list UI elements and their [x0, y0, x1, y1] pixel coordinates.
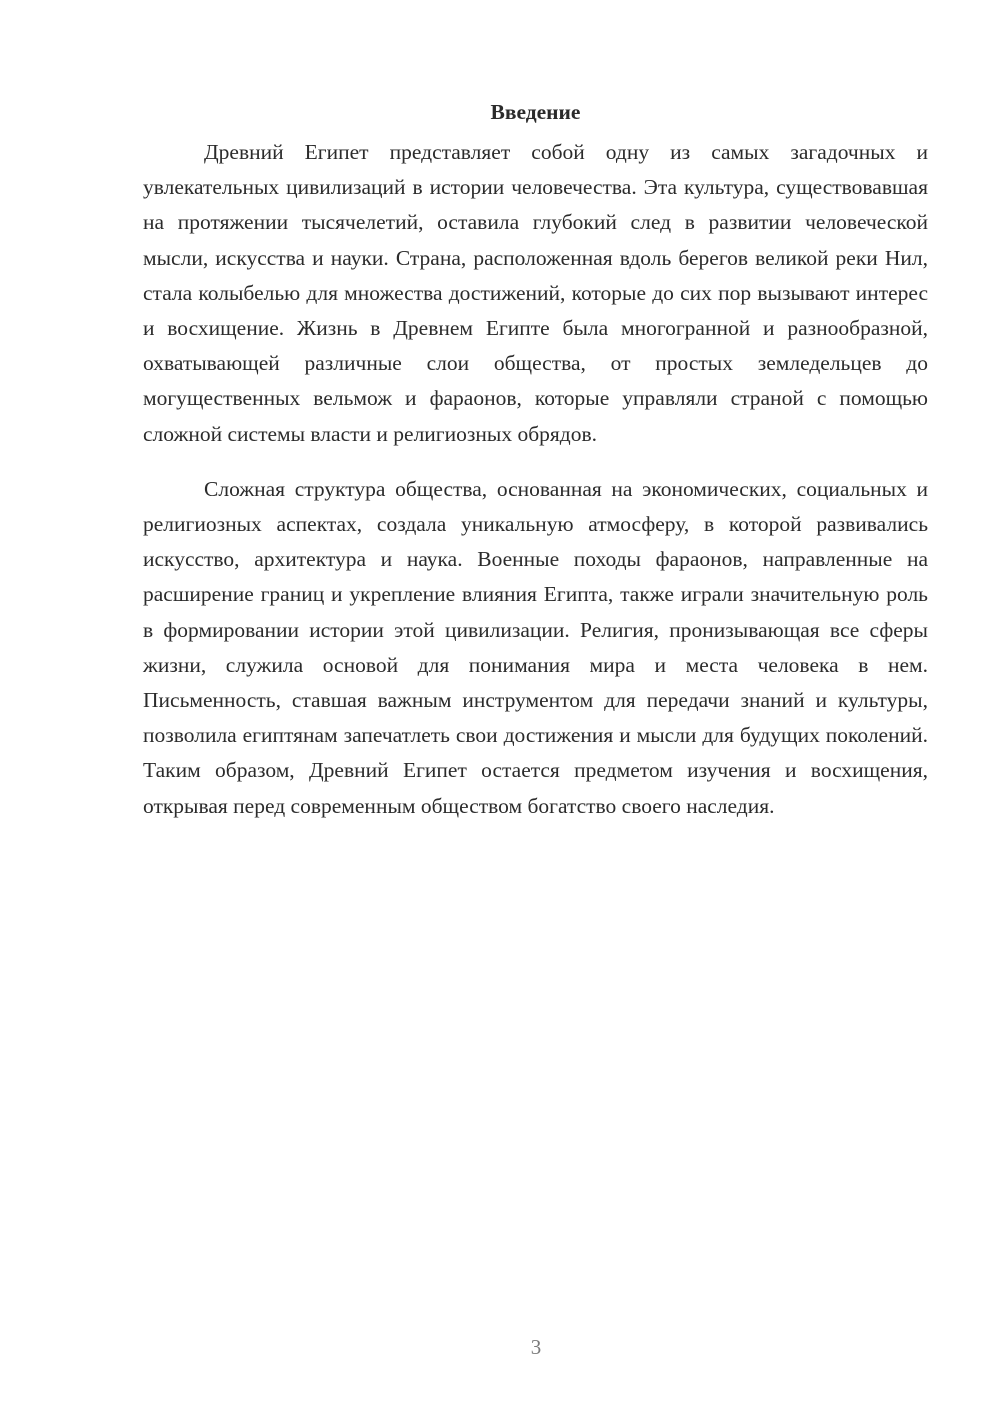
section-title: Введение: [490, 100, 581, 124]
page-number: 3: [530, 1335, 542, 1359]
paragraph-2: Сложная структура общества, основанная на экономических, социальных и религиозных аспектах, создала уникальную атмосферу, в которой развивались искусство, архитектура и наука. Военные походы фараонов, направленные на расширение границ и укрепление влияния Египта, также играли значительную роль в формировании истории этой цивилизации. Религия, пронизывающая все сферы жизни, служила основой для понимания мира и места человека в нем. Письменность, ставшая важным инструментом для передачи знаний и культуры, позволила египтянам запечатлеть свои достижения и мысли для будущих поколений. Таким образом, Древний Египет остается предметом изучения и восхищения, открывая перед современным обществом богатство своего наследия.: [143, 476, 928, 818]
page-content: [143, 96, 928, 824]
paragraph-1: Древний Египет представляет собой одну из самых загадочных и увлекательных цивилизаций в истории человечества. Эта культура, существовавшая на протяжении тысячелетий, оставила глубокий след в развитии человеческой мысли, искусства и науки. Страна, расположенная вдоль берегов великой реки Нил, стала колыбелью для множества достижений, которые до сих пор вызывают интерес и восхищение. Жизнь в Древнем Египте была многогранной и разнообразной, охватывающей различные слои общества, от простых земледельцев до могущественных вельмож и фараонов, которые управляли страной с помощью сложной системы власти и религиозных обрядов.: [143, 140, 928, 446]
